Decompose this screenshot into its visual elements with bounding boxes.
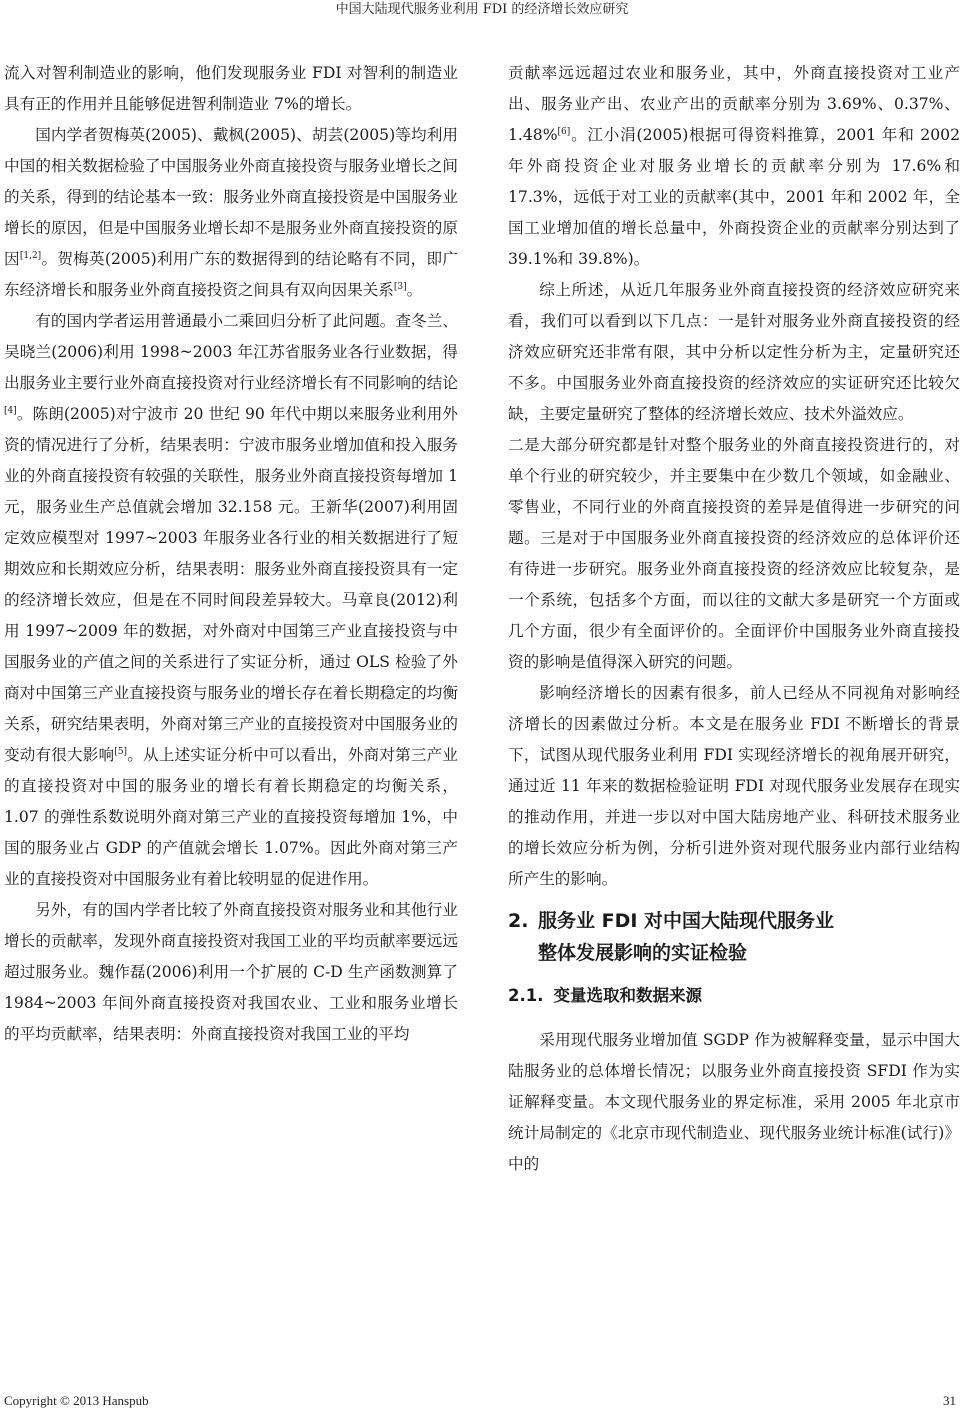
paragraph: 另外，有的国内学者比较了外商直接投资对服务业和其他行业增长的贡献率，发现外商直接投资对我国工业的平均贡献率要远远超过服务业。魏作磊(2006)利用一个扩展的 C-D 生产函数测算了 1984~2003 年间外商直接投资对我国农业、工业和服务业增长的平均贡献率，结果表明：外商直接投资对我国工业的平均	[4, 901, 458, 1043]
section-title-line2: 整体发展影响的实证检验	[538, 942, 748, 964]
subsection-number: 2.1.	[508, 986, 544, 1005]
paragraph: 综上所述，从近几年服务业外商直接投资的经济效应研究来看，我们可以看到以下几点：一是针对服务业外商直接投资的经济效应研究还非常有限，其中分析以定性分析为主，定量研究还不多。中国服务业外商直接投资的经济效应的实证研究还比较欠缺，主要定量研究了整体的经济增长效应、技术外溢效应。	[508, 281, 960, 423]
section-number: 2.	[508, 910, 529, 932]
running-header-title: 中国大陆现代服务业利用 FDI 的经济增长效应研究	[335, 2, 629, 17]
paragraph: 采用现代服务业增加值 SGDP 作为被解释变量，显示中国大陆服务业的总体增长情况；以服务业外商直接投资 SFDI 作为实证解释变量。本文现代服务业的界定标准，采用 2005 年北京市统计局制定的《北京市现代制造业、现代服务业统计标准(试行)》中的	[508, 1031, 960, 1173]
paragraph-text: 。陈朗(2005)对宁波市 20 世纪 90 年代中期以来服务业利用外资的情况进行了分析，结果表明：宁波市服务业增加值和投入服务业的外商直接投资有较强的关联性，服务业外商直接投资每增加 1 元，服务业生产总值就会增加 32.158 元。王新华(2007)利用固定效应模型对 1997~2003 年服务业各行业的相关数据进行了短期效应和长期效应分析，结果表明：服务业外商直接投资具有一定的经济增长效应，但是在不同时间段差异较大。马章良(2012)利用 1997~2009 年的数据，对外商对中国第三产业直接投资与中国服务业的产值之间的关系进行了实证分析，通过 OLS 检验了外商对中国第三产业直接投资与服务业的增长存在着长期稳定的均衡关系，研究结果表明，外商对第三产业的直接投资对中国服务业的变动有很大影响	[4, 405, 458, 764]
subsection-heading	[508, 981, 960, 1011]
paragraph	[508, 58, 960, 275]
paragraph-text: 贡献率远远超过农业和服务业，其中，外商直接投资对工业产出、服务业产出、农业产出的贡献率分别为 3.69%、0.37%、1.48%	[508, 64, 960, 144]
paragraph-text: 。	[406, 281, 423, 299]
paragraph	[4, 306, 458, 895]
citation-ref: [6]	[557, 127, 571, 137]
citation-ref: [1,2]	[19, 251, 42, 261]
citation-ref: [4]	[4, 406, 17, 416]
running-header	[0, 0, 964, 22]
paragraph-text: 有的国内学者运用普通最小二乘回归分析了此问题。查冬兰、吴晓兰(2006)利用 1998~2003 年江苏省服务业各行业数据，得出服务业主要行业外商直接投资对行业经济增长有不同影响的结论	[4, 312, 458, 392]
section-title-line1: 服务业 FDI 对中国大陆现代服务业	[538, 910, 835, 932]
paragraph-text: 。江小涓(2005)根据可得资料推算，2001 年和 2002 年外商投资企业对服务业增长的贡献率分别为 17.6%和 17.3%，远低于对工业的贡献率(其中，2001 年和 2002 年，全国工业增加值的增长总量中，外商投资企业的贡献率分别达到了 39.1%和 39.8%)。	[508, 126, 960, 268]
right-column	[508, 58, 960, 1180]
citation-ref: [3]	[393, 282, 407, 292]
section-heading	[508, 905, 960, 969]
paragraph-text: 。从上述实证分析中可以看出，外商对第三产业的直接投资对中国的服务业的增长有着长期稳定的均衡关系，1.07 的弹性系数说明外商对第三产业的直接投资每增加 1%，中国的服务业占 GDP 的产值就会增长 1.07%。因此外商对第三产业的直接投资对中国服务业有着比较明显的促进作用。	[4, 746, 458, 888]
left-column	[4, 58, 458, 1050]
page-number: 31	[943, 1393, 956, 1408]
copyright-notice: Copyright © 2013 Hanspub	[4, 1393, 149, 1408]
paragraph-text: 国内学者贺梅英(2005)、戴枫(2005)、胡芸(2005)等均利用中国的相关数据检验了中国服务业外商直接投资与服务业增长之间的关系，得到的结论基本一致：服务业外商直接投资是中国服务业增长的原因，但是中国服务业增长却不是服务业外商直接投资的原因	[4, 126, 458, 268]
paragraph	[4, 120, 458, 306]
citation-ref: [5]	[114, 747, 128, 757]
subsection-title: 变量选取和数据来源	[553, 986, 702, 1005]
paragraph-text: 。贺梅英(2005)利用广东的数据得到的结论略有不同，即广东经济增长和服务业外商直接投资之间具有双向因果关系	[4, 250, 458, 299]
paragraph: 影响经济增长的因素有很多，前人已经从不同视角对影响经济增长的因素做过分析。本文是在服务业 FDI 不断增长的背景下，试图从现代服务业利用 FDI 实现经济增长的视角展开研究，通过近 11 年来的数据检验证明 FDI 对现代服务业发展存在现实的推动作用，并进一步以对中国大陆房地产业、科研技术服务业的增长效应分析为例，分析引进外资对现代服务业内部行业结构所产生的影响。	[508, 684, 960, 888]
paragraph: 流入对智利制造业的影响，他们发现服务业 FDI 对智利的制造业具有正的作用并且能够促进智利制造业 7%的增长。	[4, 64, 458, 113]
paragraph: 二是大部分研究都是针对整个服务业的外商直接投资进行的，对单个行业的研究较少，并主要集中在少数几个领域，如金融业、零售业，不同行业的外商直接投资的差异是值得进一步研究的问题。三是对于中国服务业外商直接投资的经济效应的总体评价还有待进一步研究。服务业外商直接投资的经济效应比较复杂，是一个系统，包括多个方面，而以往的文献大多是研究一个方面或几个方面，很少有全面评价的。全面评价中国服务业外商直接投资的影响是值得深入研究的问题。	[508, 436, 960, 671]
